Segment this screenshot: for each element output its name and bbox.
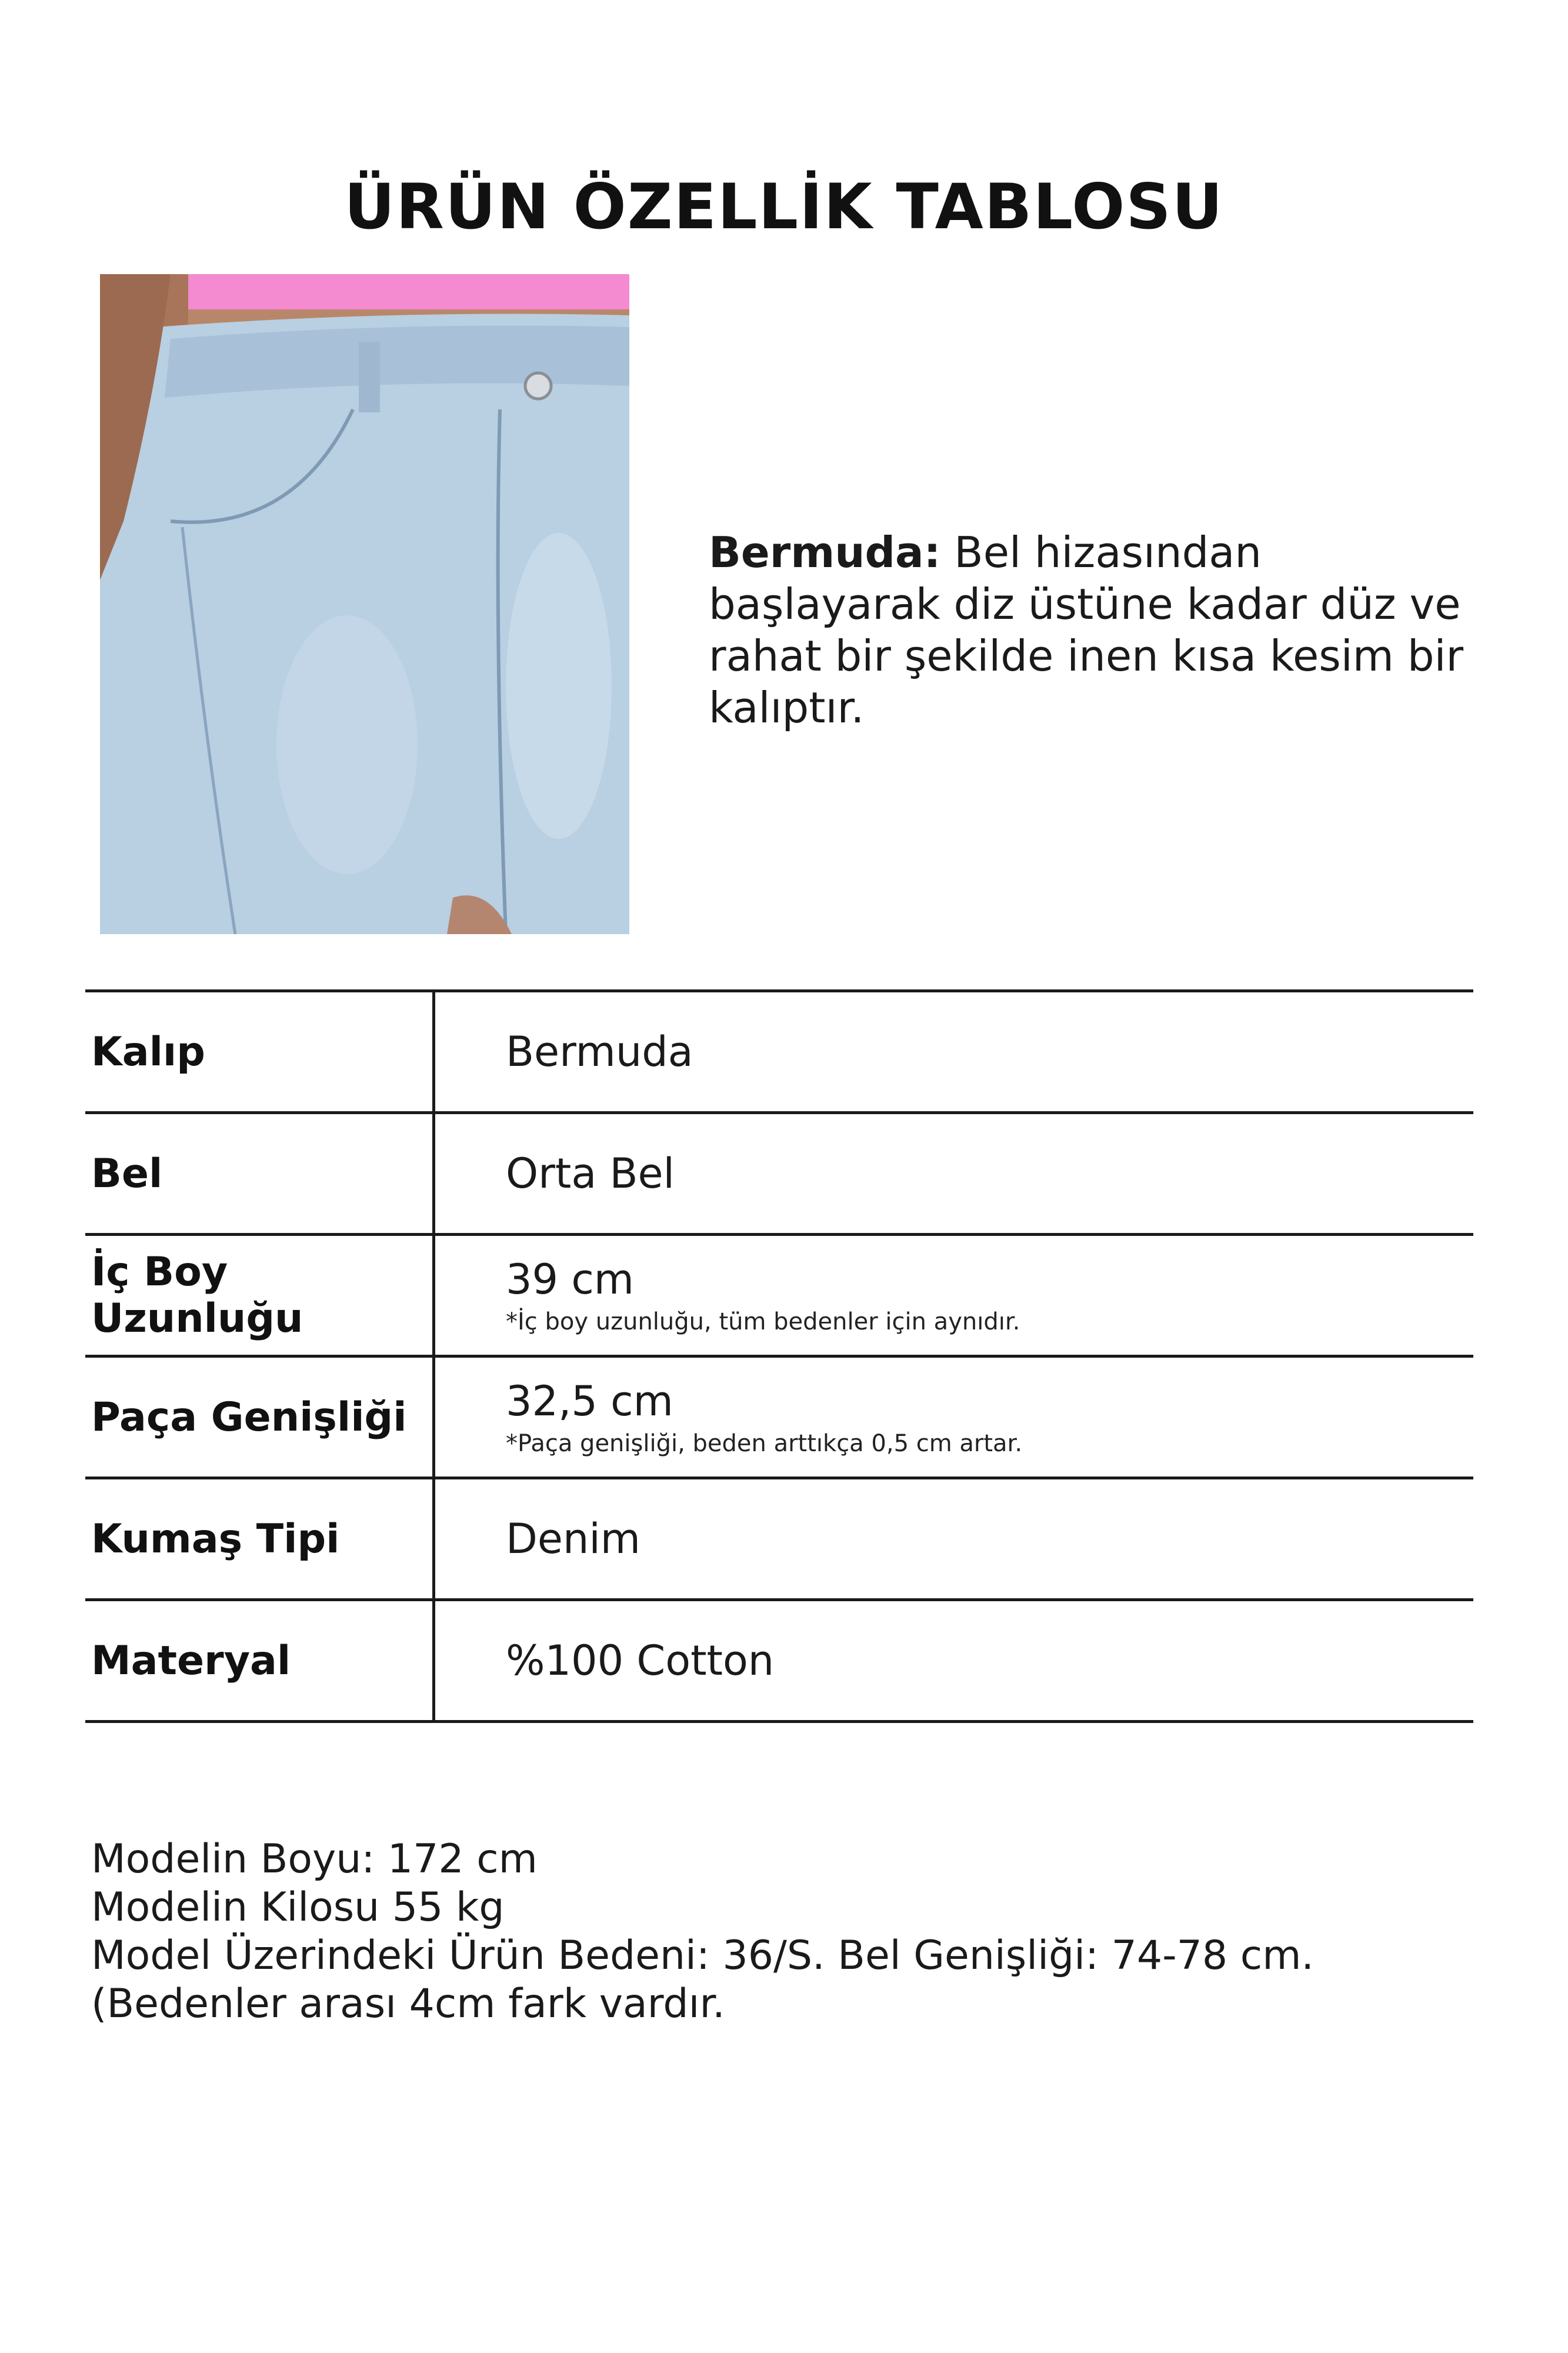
page-title: ÜRÜN ÖZELLİK TABLOSU	[344, 171, 1224, 243]
spec-row-bel	[85, 1114, 1473, 1236]
spec-value: 39 cm	[506, 1255, 634, 1304]
spec-row-kalip	[85, 992, 1473, 1114]
product-photo	[100, 274, 629, 934]
spec-value-cell	[506, 992, 1473, 1111]
spec-value-cell	[506, 1601, 1473, 1720]
spec-label: Paça Genişliği	[91, 1358, 435, 1477]
spec-label: Kalıp	[91, 992, 435, 1111]
model-height: Modelin Boyu: 172 cm	[91, 1836, 538, 1882]
spec-value: 32,5 cm	[506, 1377, 673, 1425]
spec-value: Bermuda	[506, 1028, 693, 1076]
spec-label: İç Boy Uzunluğu	[91, 1236, 435, 1355]
spec-value-cell	[506, 1236, 1473, 1355]
spec-label: Materyal	[91, 1601, 435, 1720]
spec-row-kumas	[85, 1479, 1473, 1601]
spec-row-materyal	[85, 1601, 1473, 1723]
spec-table	[85, 989, 1473, 1723]
fit-description	[709, 526, 1491, 734]
spec-label: Kumaş Tipi	[91, 1479, 435, 1598]
spec-value: Denim	[506, 1515, 640, 1563]
spec-row-paca	[85, 1358, 1473, 1479]
model-info	[91, 1835, 1491, 2028]
spec-value-cell	[506, 1114, 1473, 1233]
model-size: Model Üzerindeki Ürün Bedeni: 36/S. Bel Genişliği: 74-78 cm. (Bedenler arası 4cm fark vardır.	[91, 1932, 1315, 2027]
spec-row-ic-boy	[85, 1236, 1473, 1358]
spec-value: Orta Bel	[506, 1149, 675, 1198]
spec-note: *Paça genişliği, beden arttıkça 0,5 cm artar.	[506, 1430, 1023, 1457]
fit-description-term: Bermuda:	[709, 528, 941, 577]
spec-value-cell	[506, 1479, 1473, 1598]
spec-value-cell	[506, 1358, 1473, 1477]
spec-label: Bel	[91, 1114, 435, 1233]
spec-note: *İç boy uzunluğu, tüm bedenler için aynıdır.	[506, 1308, 1020, 1335]
spec-value: %100 Cotton	[506, 1637, 775, 1685]
denim-shorts-image	[100, 274, 629, 934]
model-weight: Modelin Kilosu 55 kg	[91, 1884, 505, 1931]
fit-description-text: Bel hizasından başlayarak diz üstüne kadar düz ve rahat bir şekilde inen kısa kesim bir kalıptır.	[709, 528, 1464, 732]
